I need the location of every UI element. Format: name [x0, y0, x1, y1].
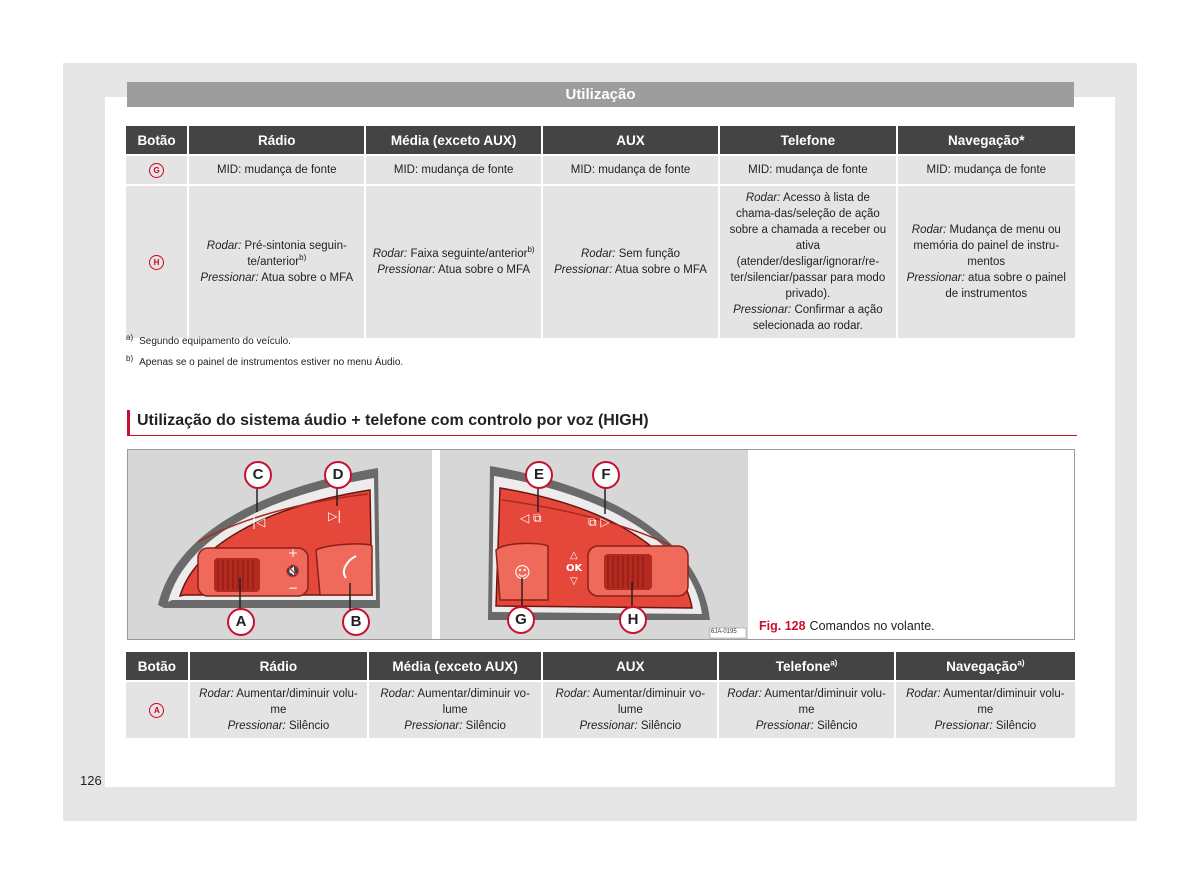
rodar-label: Rodar: [372, 248, 408, 260]
footnote-ref: a) [830, 658, 838, 667]
press-label: Pressionar: [377, 264, 436, 276]
press-label: Pressionar: [906, 272, 965, 284]
footnote-text: Segundo equipamento do veículo. [139, 336, 291, 347]
table-cell: MID: mudança de fonte [898, 156, 1075, 184]
col-header-aux: AUX [543, 126, 718, 154]
table-cell [543, 682, 717, 738]
col-header-media: Média (exceto AUX) [366, 126, 540, 154]
press-text: Atua sobre o MFA [614, 264, 707, 276]
svg-text:◁ ⧉: ◁ ⧉ [520, 511, 542, 525]
svg-text:+: + [288, 546, 299, 560]
rodar-label: Rodar: [911, 224, 947, 236]
table-cell [190, 682, 367, 738]
figure-code: 6JA-0195 [711, 629, 737, 635]
footnote-b [126, 353, 404, 368]
footnote-a [126, 332, 291, 347]
svg-text:☺: ☺ [514, 563, 531, 582]
rodar-text: Aumentar/diminuir volu-me [943, 688, 1065, 716]
rodar-label: Rodar: [906, 688, 941, 700]
svg-text:△: △ [570, 550, 578, 561]
button-a-icon: A [149, 703, 164, 718]
rodar-label: Rodar: [206, 240, 242, 252]
callout-f: F [592, 461, 620, 489]
subsection-heading [127, 410, 1077, 436]
press-text: Atua sobre o MFA [438, 264, 531, 276]
table-cell: MID: mudança de fonte [543, 156, 718, 184]
figure-box [127, 449, 1075, 640]
panel-divider [432, 450, 440, 639]
col-header-telefone: Telefone$^{a)}$ [719, 652, 893, 680]
rodar-text: Aumentar/diminuir volu-me [236, 688, 358, 716]
table-cell [543, 186, 718, 338]
press-label: Pressionar: [404, 720, 463, 732]
table-row [126, 682, 1075, 738]
rodar-label: Rodar: [380, 688, 415, 700]
col-header-media: Média (exceto AUX) [369, 652, 541, 680]
figure-panel-left [128, 450, 432, 639]
press-text: Confirmar a ação selecionada ao rodar. [752, 304, 883, 332]
figure-caption [759, 619, 935, 633]
press-label: Pressionar: [934, 720, 993, 732]
svg-text:▽: ▽ [570, 576, 578, 587]
rodar-label: Rodar: [745, 192, 781, 204]
table-cell [189, 186, 364, 338]
table-cell [896, 682, 1075, 738]
rodar-text: Pré-sintonia seguin-te/anterior [244, 240, 347, 268]
callout-e: E [525, 461, 553, 489]
rodar-text: Aumentar/diminuir volu-me [764, 688, 886, 716]
table-row [126, 186, 1075, 338]
svg-text:OK: OK [566, 563, 583, 574]
press-text: Atua sobre o MFA [261, 272, 354, 284]
svg-text:−: − [288, 581, 299, 595]
press-label: Pressionar: [579, 720, 638, 732]
section-title: Utilização [127, 82, 1074, 107]
col-header-radio: Rádio [190, 652, 367, 680]
footnote-text: Apenas se o painel de instrumentos estiver no menu Áudio. [139, 357, 404, 368]
figure-caption-text: Comandos no volante. [809, 619, 935, 633]
callout-g: G [507, 606, 535, 634]
rodar-text: Mudança de menu ou memória do painel de instru-mentos [913, 224, 1061, 268]
press-label: Pressionar: [733, 304, 792, 316]
svg-text:🔇: 🔇 [285, 564, 300, 578]
press-label: Pressionar: [755, 720, 814, 732]
table-cell [720, 186, 895, 338]
svg-text:|◁: |◁ [252, 515, 266, 529]
callout-c: C [244, 461, 272, 489]
subsection-title: Utilização do sistema áudio + telefone com controlo por voz (HIGH) [137, 412, 649, 429]
table-cell [366, 186, 540, 338]
figure-panel-right [440, 450, 748, 639]
press-label: Pressionar: [200, 272, 259, 284]
col-header-botao: Botão [126, 652, 188, 680]
col-header-botao: Botão [126, 126, 187, 154]
col-header-navegacao: Navegação$^{a)}$ [896, 652, 1075, 680]
button-cell [126, 156, 187, 184]
svg-text:▷|: ▷| [328, 509, 342, 523]
table-cell [898, 186, 1075, 338]
table-header-row [126, 652, 1075, 680]
rodar-text: Aumentar/diminuir vo-lume [592, 688, 706, 716]
press-text: Silêncio [817, 720, 858, 732]
table-cell: MID: mudança de fonte [189, 156, 364, 184]
table-cell [369, 682, 541, 738]
footnote-ref: a) [1017, 658, 1025, 667]
callout-d: D [324, 461, 352, 489]
controls-table-1 [124, 124, 1077, 340]
table-cell [719, 682, 893, 738]
press-text: Silêncio [465, 720, 506, 732]
table-cell: MID: mudança de fonte [720, 156, 895, 184]
table-cell: MID: mudança de fonte [366, 156, 540, 184]
press-text: atua sobre o painel de instrumentos [945, 272, 1066, 300]
rodar-label: Rodar: [580, 248, 616, 260]
press-text: Silêncio [288, 720, 330, 732]
controls-table-2 [124, 650, 1077, 740]
press-text: Silêncio [995, 720, 1037, 732]
press-label: Pressionar: [227, 720, 286, 732]
rodar-text: Acesso à lista de chama-das/seleção de ação sobre a chamada a receber ou ativa (atender/desligar/ignorar/re-ter/silenciar/passar para modo privado). [729, 192, 887, 300]
callout-b: B [342, 608, 370, 636]
rodar-label: Rodar: [727, 688, 762, 700]
callout-a: A [227, 608, 255, 636]
footnote-ref: b) [299, 253, 307, 263]
rodar-text: Aumentar/diminuir vo-lume [417, 688, 530, 716]
button-cell [126, 682, 188, 738]
button-g-icon: G [149, 163, 164, 178]
press-label: Pressionar: [554, 264, 613, 276]
col-header-navegacao: Navegação* [898, 126, 1075, 154]
col-header-radio: Rádio [189, 126, 364, 154]
footnote-mark: b) [126, 353, 134, 363]
col-header-telefone: Telefone [720, 126, 895, 154]
button-h-icon: H [149, 255, 164, 270]
svg-text:⧉ ▷: ⧉ ▷ [588, 515, 610, 529]
rodar-label: Rodar: [199, 688, 234, 700]
press-text: Silêncio [640, 720, 682, 732]
callout-h: H [619, 606, 647, 634]
rodar-label: Rodar: [555, 688, 591, 700]
steering-controls-left-illustration [128, 450, 432, 639]
table-header-row [126, 126, 1075, 154]
rodar-text: Sem função [618, 248, 681, 260]
figure-number: Fig. 128 [759, 619, 806, 633]
button-cell [126, 186, 187, 338]
table-row [126, 156, 1075, 184]
footnote-ref: b) [527, 245, 535, 255]
footnote-mark: a) [126, 332, 134, 342]
page-number: 126 [80, 773, 102, 788]
rodar-text: Faixa seguinte/anterior [410, 248, 528, 260]
col-header-aux: AUX [543, 652, 717, 680]
